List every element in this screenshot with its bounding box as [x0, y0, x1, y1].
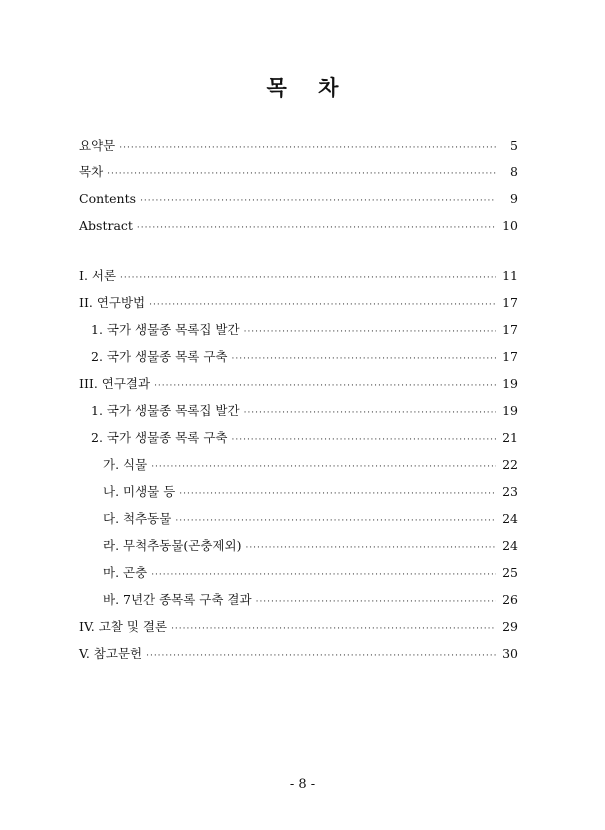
page-title: 목 차: [266, 75, 351, 100]
toc-entry-abstract[interactable]: [79, 217, 518, 235]
toc-entry-label: IV. 고찰 및 결론: [79, 619, 168, 634]
page-number: - 8 -: [289, 777, 316, 792]
dot-leader: [232, 431, 497, 449]
toc-entry-page: 23: [502, 484, 518, 499]
toc-entry-label: 나. 미생물 등: [103, 484, 176, 499]
dot-leader: [119, 139, 496, 157]
dot-leader: [175, 512, 496, 530]
toc-entry-page: 8: [510, 164, 518, 179]
toc-entry-seven-year-results[interactable]: [79, 591, 518, 609]
toc-entry-methods-1[interactable]: [79, 321, 518, 339]
toc-entry-vertebrates[interactable]: [79, 510, 518, 528]
toc-entry-microbes[interactable]: [79, 483, 518, 501]
toc-entry-results-2[interactable]: [79, 429, 518, 447]
toc-entry-contents-kr[interactable]: [79, 163, 518, 181]
toc-entry-contents[interactable]: [79, 190, 518, 208]
toc-entry-label: 1. 국가 생물종 목록집 발간: [91, 403, 240, 418]
toc-entry-results-1[interactable]: [79, 402, 518, 420]
toc-entry-label: III. 연구결과: [79, 376, 151, 391]
dot-leader: [179, 485, 496, 503]
toc-entry-label: V. 참고문헌: [79, 646, 143, 661]
toc-entry-results[interactable]: [79, 375, 518, 393]
toc-entry-invertebrates[interactable]: [79, 537, 518, 555]
toc-entry-page: 17: [502, 322, 518, 337]
toc-entry-page: 19: [502, 403, 518, 418]
dot-leader: [154, 377, 496, 395]
toc-entry-discussion[interactable]: [79, 618, 518, 636]
dot-leader: [146, 647, 496, 665]
toc-entry-page: 30: [502, 646, 518, 661]
toc-entry-page: 17: [502, 295, 518, 310]
toc-entry-page: 19: [502, 376, 518, 391]
toc-entry-page: 29: [502, 619, 518, 634]
dot-leader: [140, 192, 496, 210]
toc-entry-label: Contents: [79, 191, 137, 206]
toc-entry-page: 21: [502, 430, 518, 445]
dot-leader: [151, 458, 496, 476]
toc-entry-references[interactable]: [79, 645, 518, 663]
toc-entry-page: 5: [510, 138, 518, 153]
toc-entry-summary[interactable]: [79, 137, 518, 155]
dot-leader: [232, 350, 497, 368]
toc-entry-page: 10: [502, 218, 518, 233]
toc-entry-label: 라. 무척추동물(곤충제외): [103, 538, 242, 553]
dot-leader: [149, 296, 496, 314]
toc-entry-label: I. 서론: [79, 268, 117, 283]
toc-entry-page: 25: [502, 565, 518, 580]
dot-leader: [120, 269, 496, 287]
toc-entry-label: II. 연구방법: [79, 295, 146, 310]
toc-entry-label: 가. 식물: [103, 457, 148, 472]
toc-entry-label: 마. 곤충: [103, 565, 148, 580]
toc-entry-plants[interactable]: [79, 456, 518, 474]
toc-entry-label: 1. 국가 생물종 목록집 발간: [91, 322, 240, 337]
dot-leader: [137, 219, 496, 237]
toc-entry-page: 22: [502, 457, 518, 472]
toc-entry-introduction[interactable]: [79, 267, 518, 285]
toc-entry-methods[interactable]: [79, 294, 518, 312]
dot-leader: [245, 539, 496, 557]
toc-entry-page: 24: [502, 511, 518, 526]
toc-entry-page: 17: [502, 349, 518, 364]
dot-leader: [244, 323, 496, 341]
toc-entry-label: 다. 척추동물: [103, 511, 172, 526]
toc-entry-page: 26: [502, 592, 518, 607]
dot-leader: [244, 404, 496, 422]
toc-entry-label: Abstract: [79, 218, 133, 233]
toc-entry-label: 바. 7년간 종목록 구축 결과: [103, 592, 252, 607]
toc-entry-label: 2. 국가 생물종 목록 구축: [91, 349, 228, 364]
dot-leader: [256, 593, 496, 611]
toc-entry-label: 목차: [79, 164, 104, 179]
dot-leader: [151, 566, 496, 584]
dot-leader: [171, 620, 496, 638]
toc-entry-page: 24: [502, 538, 518, 553]
toc-entry-label: 2. 국가 생물종 목록 구축: [91, 430, 228, 445]
toc-entry-label: 요약문: [79, 138, 116, 153]
toc-entry-methods-2[interactable]: [79, 348, 518, 366]
toc-entry-page: 11: [502, 268, 518, 283]
dot-leader: [107, 165, 496, 183]
toc-entry-insects[interactable]: [79, 564, 518, 582]
toc-entry-page: 9: [510, 191, 518, 206]
